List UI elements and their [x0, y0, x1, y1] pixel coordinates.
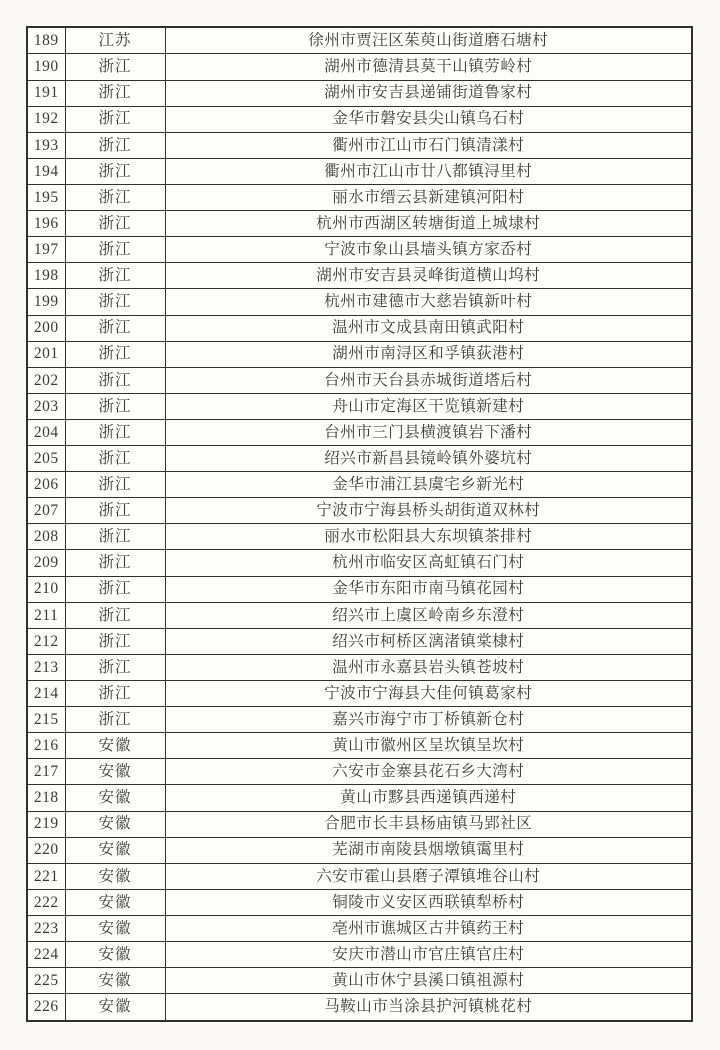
row-number-cell: 208	[27, 524, 65, 550]
village-name-cell: 绍兴市新昌县镜岭镇外婆坑村	[165, 446, 692, 472]
row-number-cell: 211	[27, 602, 65, 628]
province-cell: 浙江	[65, 237, 165, 263]
province-cell: 安徽	[65, 733, 165, 759]
row-number-cell: 221	[27, 863, 65, 889]
village-name-cell: 宁波市宁海县大佳何镇葛家村	[165, 681, 692, 707]
table-row	[27, 237, 692, 263]
province-cell: 安徽	[65, 759, 165, 785]
village-name-cell: 金华市浦江县虞宅乡新光村	[165, 472, 692, 498]
province-cell: 安徽	[65, 942, 165, 968]
row-number-cell: 224	[27, 942, 65, 968]
province-cell: 浙江	[65, 393, 165, 419]
province-cell: 浙江	[65, 419, 165, 445]
table-row	[27, 498, 692, 524]
province-cell: 浙江	[65, 80, 165, 106]
table-row	[27, 863, 692, 889]
table-row	[27, 837, 692, 863]
table-row	[27, 211, 692, 237]
row-number-cell: 216	[27, 733, 65, 759]
province-cell: 安徽	[65, 785, 165, 811]
table-row	[27, 576, 692, 602]
table-row	[27, 628, 692, 654]
row-number-cell: 194	[27, 158, 65, 184]
province-cell: 浙江	[65, 184, 165, 210]
province-cell: 浙江	[65, 106, 165, 132]
row-number-cell: 198	[27, 263, 65, 289]
row-number-cell: 195	[27, 184, 65, 210]
table-row	[27, 184, 692, 210]
row-number-cell: 192	[27, 106, 65, 132]
village-name-cell: 芜湖市南陵县烟墩镇霭里村	[165, 837, 692, 863]
table-row	[27, 27, 692, 54]
row-number-cell: 219	[27, 811, 65, 837]
row-number-cell: 206	[27, 472, 65, 498]
village-name-cell: 六安市金寨县花石乡大湾村	[165, 759, 692, 785]
province-cell: 浙江	[65, 315, 165, 341]
table-row	[27, 54, 692, 80]
table-row	[27, 367, 692, 393]
row-number-cell: 204	[27, 419, 65, 445]
document-page	[26, 26, 693, 1022]
province-cell: 浙江	[65, 263, 165, 289]
province-cell: 安徽	[65, 968, 165, 994]
village-table-body	[27, 27, 692, 1021]
table-row	[27, 707, 692, 733]
village-name-cell: 杭州市建德市大慈岩镇新叶村	[165, 289, 692, 315]
row-number-cell: 222	[27, 889, 65, 915]
table-row	[27, 472, 692, 498]
table-row	[27, 602, 692, 628]
province-cell: 浙江	[65, 498, 165, 524]
table-row	[27, 158, 692, 184]
province-cell: 浙江	[65, 524, 165, 550]
table-row	[27, 759, 692, 785]
row-number-cell: 213	[27, 654, 65, 680]
table-row	[27, 811, 692, 837]
row-number-cell: 220	[27, 837, 65, 863]
village-name-cell: 嘉兴市海宁市丁桥镇新仓村	[165, 707, 692, 733]
row-number-cell: 212	[27, 628, 65, 654]
province-cell: 浙江	[65, 681, 165, 707]
village-list-table	[26, 26, 693, 1022]
table-row	[27, 393, 692, 419]
table-row	[27, 968, 692, 994]
village-name-cell: 绍兴市柯桥区漓渚镇棠棣村	[165, 628, 692, 654]
row-number-cell: 218	[27, 785, 65, 811]
table-row	[27, 550, 692, 576]
table-row	[27, 132, 692, 158]
village-name-cell: 杭州市临安区高虹镇石门村	[165, 550, 692, 576]
village-name-cell: 丽水市松阳县大东坝镇茶排村	[165, 524, 692, 550]
village-name-cell: 湖州市安吉县递铺街道鲁家村	[165, 80, 692, 106]
table-row	[27, 889, 692, 915]
row-number-cell: 203	[27, 393, 65, 419]
row-number-cell: 196	[27, 211, 65, 237]
village-name-cell: 湖州市南浔区和孚镇荻港村	[165, 341, 692, 367]
row-number-cell: 215	[27, 707, 65, 733]
table-row	[27, 289, 692, 315]
table-row	[27, 106, 692, 132]
province-cell: 浙江	[65, 446, 165, 472]
row-number-cell: 199	[27, 289, 65, 315]
village-name-cell: 马鞍山市当涂县护河镇桃花村	[165, 994, 692, 1021]
province-cell: 安徽	[65, 889, 165, 915]
village-name-cell: 金华市东阳市南马镇花园村	[165, 576, 692, 602]
table-row	[27, 524, 692, 550]
table-row	[27, 994, 692, 1021]
village-name-cell: 黄山市黟县西递镇西递村	[165, 785, 692, 811]
row-number-cell: 189	[27, 27, 65, 54]
village-name-cell: 台州市三门县横渡镇岩下潘村	[165, 419, 692, 445]
table-row	[27, 654, 692, 680]
village-name-cell: 杭州市西湖区转塘街道上城埭村	[165, 211, 692, 237]
province-cell: 浙江	[65, 654, 165, 680]
village-name-cell: 温州市永嘉县岩头镇苍坡村	[165, 654, 692, 680]
row-number-cell: 226	[27, 994, 65, 1021]
table-row	[27, 785, 692, 811]
province-cell: 浙江	[65, 132, 165, 158]
village-name-cell: 六安市霍山县磨子潭镇堆谷山村	[165, 863, 692, 889]
province-cell: 安徽	[65, 994, 165, 1021]
row-number-cell: 223	[27, 916, 65, 942]
village-name-cell: 亳州市谯城区古井镇药王村	[165, 916, 692, 942]
village-name-cell: 宁波市象山县墙头镇方家岙村	[165, 237, 692, 263]
row-number-cell: 191	[27, 80, 65, 106]
table-row	[27, 916, 692, 942]
table-row	[27, 681, 692, 707]
village-name-cell: 合肥市长丰县杨庙镇马郢社区	[165, 811, 692, 837]
province-cell: 浙江	[65, 54, 165, 80]
province-cell: 浙江	[65, 158, 165, 184]
row-number-cell: 209	[27, 550, 65, 576]
province-cell: 浙江	[65, 211, 165, 237]
province-cell: 安徽	[65, 837, 165, 863]
village-name-cell: 舟山市定海区干览镇新建村	[165, 393, 692, 419]
province-cell: 安徽	[65, 916, 165, 942]
village-name-cell: 宁波市宁海县桥头胡街道双林村	[165, 498, 692, 524]
row-number-cell: 201	[27, 341, 65, 367]
province-cell: 浙江	[65, 472, 165, 498]
table-row	[27, 80, 692, 106]
village-name-cell: 安庆市潜山市官庄镇官庄村	[165, 942, 692, 968]
village-name-cell: 黄山市徽州区呈坎镇呈坎村	[165, 733, 692, 759]
village-name-cell: 衢州市江山市廿八都镇浔里村	[165, 158, 692, 184]
row-number-cell: 205	[27, 446, 65, 472]
village-name-cell: 台州市天台县赤城街道塔后村	[165, 367, 692, 393]
village-name-cell: 绍兴市上虞区岭南乡东澄村	[165, 602, 692, 628]
table-row	[27, 733, 692, 759]
province-cell: 安徽	[65, 811, 165, 837]
province-cell: 安徽	[65, 863, 165, 889]
province-cell: 浙江	[65, 602, 165, 628]
row-number-cell: 217	[27, 759, 65, 785]
province-cell: 江苏	[65, 27, 165, 54]
village-name-cell: 铜陵市义安区西联镇犁桥村	[165, 889, 692, 915]
table-row	[27, 341, 692, 367]
row-number-cell: 225	[27, 968, 65, 994]
village-name-cell: 湖州市安吉县灵峰街道横山坞村	[165, 263, 692, 289]
village-name-cell: 徐州市贾汪区茱萸山街道磨石塘村	[165, 27, 692, 54]
village-name-cell: 衢州市江山市石门镇清漾村	[165, 132, 692, 158]
village-name-cell: 丽水市缙云县新建镇河阳村	[165, 184, 692, 210]
table-row	[27, 446, 692, 472]
table-row	[27, 942, 692, 968]
village-name-cell: 金华市磐安县尖山镇乌石村	[165, 106, 692, 132]
table-row	[27, 263, 692, 289]
row-number-cell: 202	[27, 367, 65, 393]
province-cell: 浙江	[65, 367, 165, 393]
province-cell: 浙江	[65, 341, 165, 367]
row-number-cell: 197	[27, 237, 65, 263]
row-number-cell: 207	[27, 498, 65, 524]
village-name-cell: 温州市文成县南田镇武阳村	[165, 315, 692, 341]
village-name-cell: 黄山市休宁县溪口镇祖源村	[165, 968, 692, 994]
province-cell: 浙江	[65, 550, 165, 576]
province-cell: 浙江	[65, 576, 165, 602]
village-name-cell: 湖州市德清县莫干山镇劳岭村	[165, 54, 692, 80]
row-number-cell: 214	[27, 681, 65, 707]
province-cell: 浙江	[65, 707, 165, 733]
table-row	[27, 315, 692, 341]
row-number-cell: 210	[27, 576, 65, 602]
province-cell: 浙江	[65, 289, 165, 315]
row-number-cell: 190	[27, 54, 65, 80]
row-number-cell: 200	[27, 315, 65, 341]
table-row	[27, 419, 692, 445]
row-number-cell: 193	[27, 132, 65, 158]
province-cell: 浙江	[65, 628, 165, 654]
